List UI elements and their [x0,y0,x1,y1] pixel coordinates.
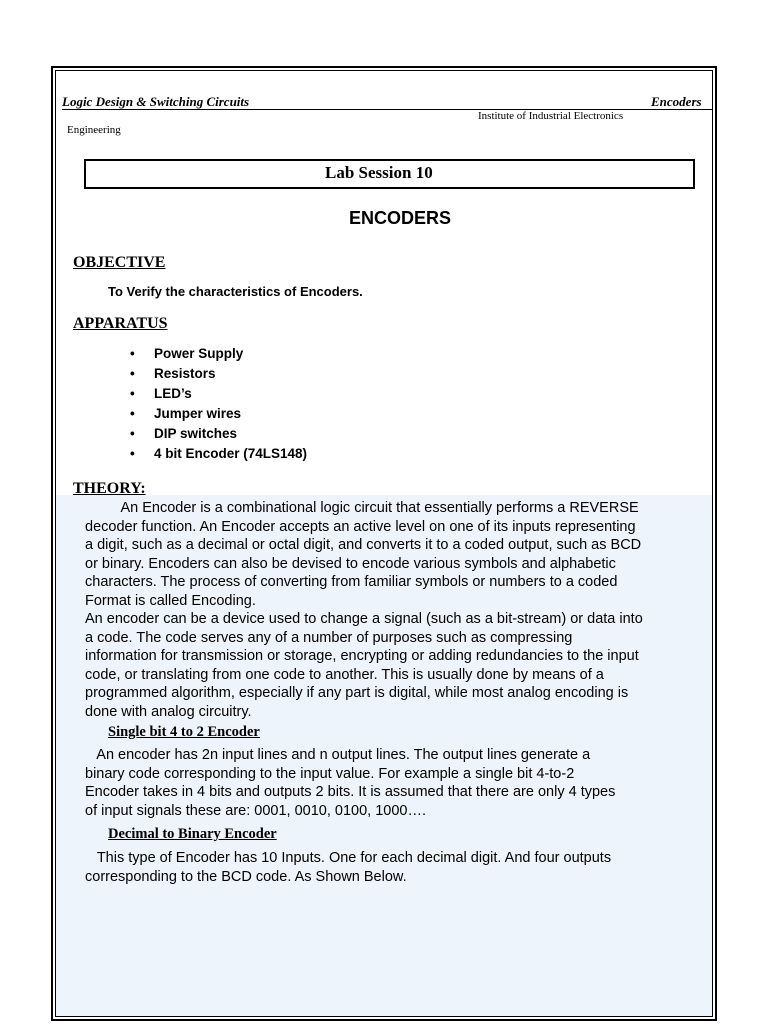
header-institute: Institute of Industrial Electronics [478,110,624,122]
bullet-icon: • [130,386,135,401]
objective-heading: OBJECTIVE [73,254,166,271]
list-item: • Jumper wires [130,404,307,424]
subheading-single-bit-encoder: Single bit 4 to 2 Encoder [108,724,260,740]
bullet-icon: • [130,426,135,441]
header-course-title: Logic Design & Switching Circuits [62,94,250,109]
list-item: • Power Supply [130,344,307,364]
header-topic-title: Encoders [651,94,702,109]
list-item: • 4 bit Encoder (74LS148) [130,444,307,464]
bullet-icon: • [130,446,135,461]
bullet-icon: • [130,406,135,421]
header-department: Engineering [67,124,121,136]
bullet-icon: • [130,366,135,381]
list-item: • Resistors [130,364,307,384]
lab-session-title: Lab Session 10 [325,163,433,182]
theory-paragraph-3: This type of Encoder has 10 Inputs. One for each decimal digit. And four outputs corresponding to the BCD code. As Shown Below. [85,850,612,885]
apparatus-list [130,344,307,464]
bullet-icon: • [130,346,135,361]
theory-heading: THEORY: [73,480,146,497]
list-item: • LED’s [130,384,307,404]
document-title: ENCODERS [349,208,452,228]
theory-paragraph-2: An encoder has 2n input lines and n output lines. The output lines generate a binary code corresponding to the input value. For example a single bit 4-to-2 Encoder takes in 4 bits and outputs 2 bits. It is assumed that there are only 4 types of input signals these are: 0001, 0010, 0100, 1000…. [85,747,616,819]
subheading-decimal-to-binary: Decimal to Binary Encoder [108,826,277,842]
apparatus-heading: APPARATUS [73,315,168,332]
theory-paragraph-1: An Encoder is a combinational logic circuit that essentially performs a REVERSE decoder function. An Encoder accepts an active level on one of its inputs representing a digit, such as a decimal or octal digit, and converts it to a coded output, such as BCD or binary. Encoders can also be devised to encode various symbols and alphabetic characters. The process of converting from familiar symbols or numbers to a coded Format is called Encoding. An encoder can be a device used to change a signal (such as a bit-stream) or data into a code. The code serves any of a number of purposes such as compressing information for transmission or storage, encrypting or adding redundancies to the input code, or translating from one code to another. This is usually done by means of a programmed algorithm, especially if any part is digital, while most analog encoding is done with analog circuitry. [85,500,643,720]
list-item: • DIP switches [130,424,307,444]
objective-text: To Verify the characteristics of Encoders. [108,284,363,299]
